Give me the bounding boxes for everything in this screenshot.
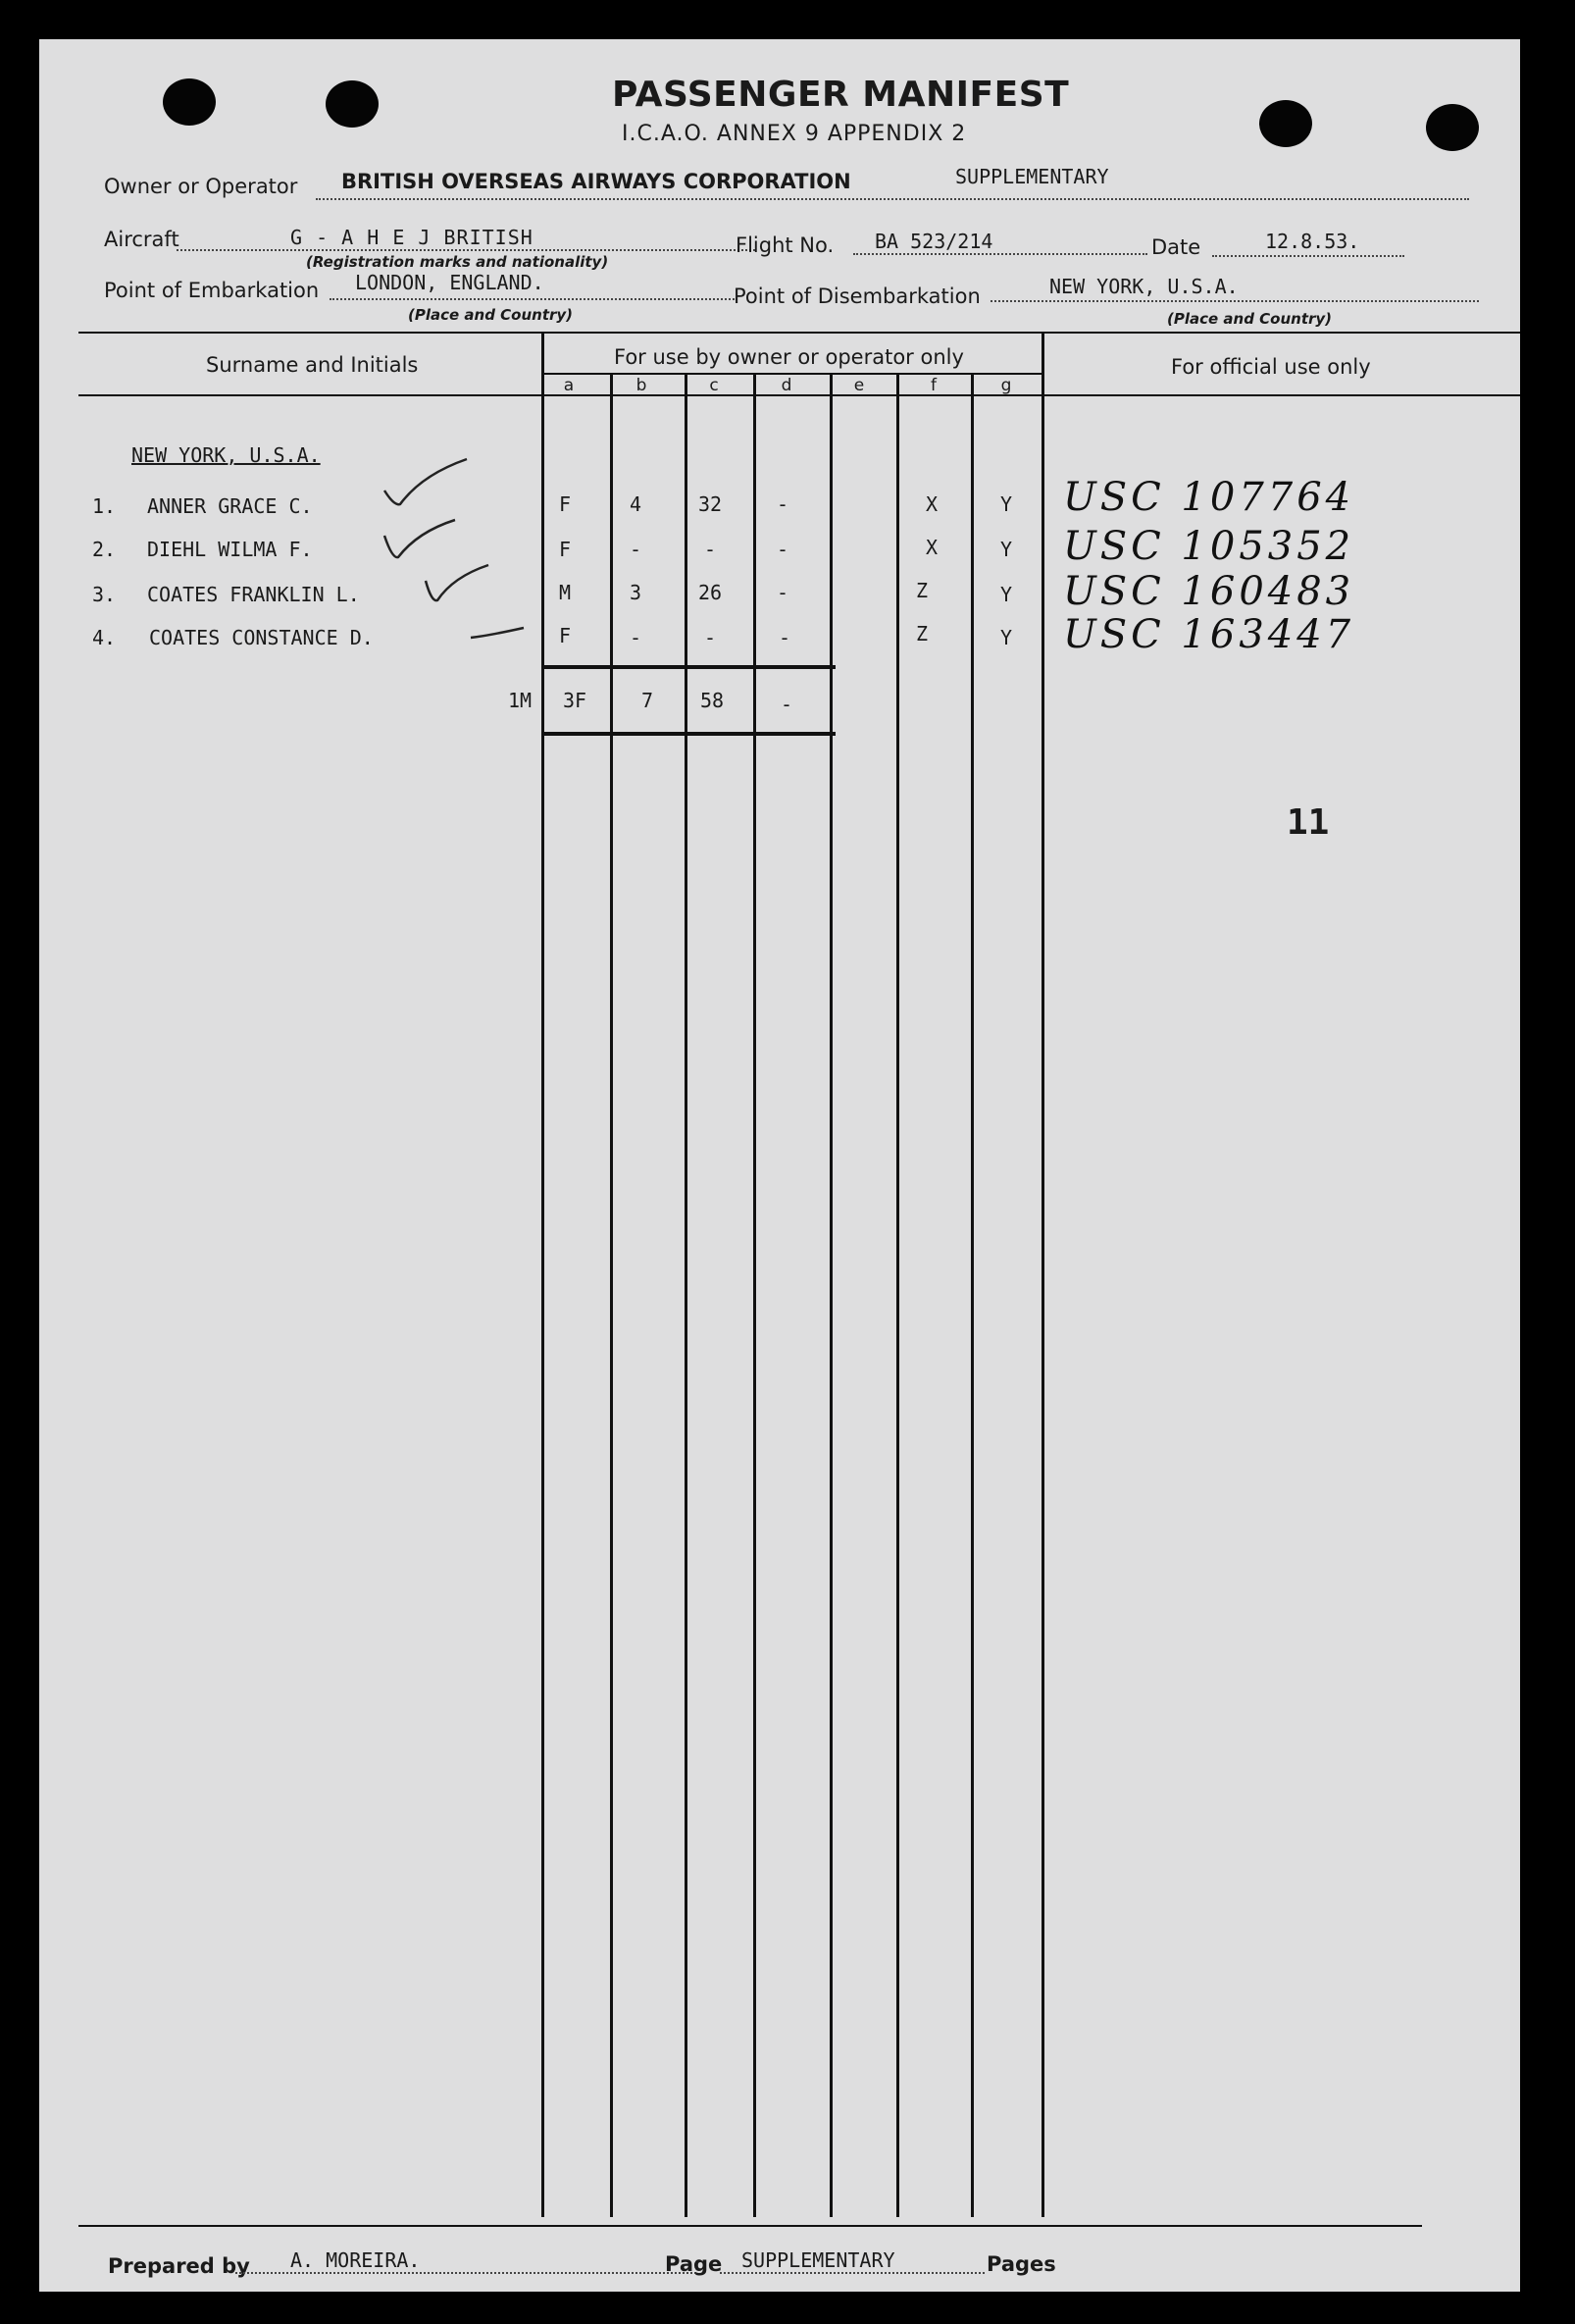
- col-line-ef: [896, 375, 899, 2217]
- prepared-by-label: Prepared by: [108, 2254, 250, 2278]
- row-2-col-d: -: [776, 538, 789, 561]
- row-3-col-f: Z: [915, 579, 929, 602]
- row-2-num: 2.: [92, 538, 117, 561]
- row-1-col-f: X: [925, 492, 939, 516]
- col-line-ab: [610, 375, 613, 2217]
- row-3-col-g: Y: [999, 583, 1013, 606]
- row-2-col-f: X: [925, 536, 939, 559]
- section-heading: NEW YORK, U.S.A.: [131, 443, 321, 467]
- row-2-col-a: F: [558, 538, 572, 561]
- aircraft-value: G - A H E J BRITISH: [290, 226, 533, 249]
- embarkation-label: Point of Embarkation: [104, 279, 320, 302]
- row-1-num: 1.: [92, 494, 117, 518]
- row-3-num: 3.: [92, 583, 117, 606]
- row-1-col-g: Y: [999, 492, 1013, 516]
- totals-top-rule: [541, 665, 836, 669]
- row-3-col-b: 3: [629, 581, 642, 604]
- row-4-num: 4.: [92, 626, 117, 649]
- row-4-col-c: -: [703, 626, 717, 649]
- col-header-a: a: [563, 376, 575, 395]
- col-header-g: g: [1000, 376, 1012, 395]
- row-3-col-c: 26: [697, 581, 723, 604]
- col-header-e: e: [853, 376, 865, 395]
- col-line-cd: [753, 375, 756, 2217]
- row-1-col-d: -: [776, 492, 789, 516]
- row-4-col-b: -: [629, 626, 642, 649]
- col-header-b: b: [635, 376, 647, 395]
- operator-dotted-line: [316, 198, 1469, 200]
- totals-bottom-rule: [541, 732, 836, 736]
- col-header-c: c: [709, 376, 719, 395]
- row-2-name: DIEHL WILMA F.: [147, 538, 313, 561]
- row-3-name: COATES FRANKLIN L.: [147, 583, 360, 606]
- row-1-name: ANNER GRACE C.: [147, 494, 313, 518]
- punch-hole-left-2: [326, 80, 379, 128]
- row-3-col-a: M: [558, 581, 572, 604]
- prepared-by-dotted-line: [235, 2272, 696, 2274]
- embarkation-note: (Place and Country): [408, 306, 574, 324]
- surname-header: Surname and Initials: [206, 353, 419, 377]
- date-dotted-line: [1212, 255, 1404, 257]
- col-line-de: [830, 375, 833, 2217]
- page-label: Page: [665, 2252, 723, 2276]
- row-4-col-a: F: [558, 624, 572, 647]
- punch-hole-left-1: [163, 78, 216, 126]
- manifest-subtitle: I.C.A.O. ANNEX 9 APPENDIX 2: [622, 122, 967, 146]
- supplementary-mark: SUPPLEMENTARY: [955, 165, 1109, 188]
- prepared-by-value: A. MOREIRA.: [290, 2248, 421, 2272]
- page-value: SUPPLEMENTARY: [741, 2248, 895, 2272]
- row-4-col-g: Y: [999, 626, 1013, 649]
- aircraft-label: Aircraft: [104, 228, 179, 251]
- manifest-sheet: [39, 39, 1520, 2292]
- row-3-col-d: -: [776, 581, 789, 604]
- row-4-col-f: Z: [915, 622, 929, 646]
- date-value: 12.8.53.: [1265, 230, 1360, 253]
- row-2-col-g: Y: [999, 538, 1013, 561]
- table-top-rule: [78, 332, 1520, 334]
- row-1-official-note: USC 107764: [1063, 475, 1355, 520]
- row-3-check-mark: [424, 563, 492, 608]
- page-stamp-number: 11: [1287, 802, 1330, 843]
- row-4-official-note: USC 163447: [1063, 612, 1355, 657]
- disembarkation-label: Point of Disembarkation: [734, 284, 981, 308]
- totals-col-c: 58: [699, 689, 725, 712]
- punch-hole-right-1: [1259, 100, 1312, 147]
- row-1-col-c: 32: [697, 492, 723, 516]
- disembarkation-note: (Place and Country): [1167, 310, 1333, 328]
- punch-hole-right-2: [1426, 104, 1479, 151]
- owner-use-header: For use by owner or operator only: [614, 345, 964, 369]
- col-line-fg: [971, 375, 974, 2217]
- flight-value: BA 523/214: [875, 230, 993, 253]
- flight-dotted-line: [853, 253, 1147, 255]
- row-4-name: COATES CONSTANCE D.: [149, 626, 374, 649]
- operator-label: Owner or Operator: [104, 175, 298, 198]
- col-header-d: d: [781, 376, 792, 395]
- disembarkation-value: NEW YORK, U.S.A.: [1049, 275, 1239, 298]
- row-4-col-d: -: [778, 626, 791, 649]
- row-1-col-b: 4: [629, 492, 642, 516]
- row-1-col-a: F: [558, 492, 572, 516]
- row-2-col-c: -: [703, 538, 717, 561]
- totals-col-b: 7: [640, 689, 654, 712]
- col-header-f: f: [931, 376, 937, 395]
- official-use-header: For official use only: [1171, 355, 1371, 379]
- disembarkation-dotted-line: [991, 300, 1479, 302]
- embarkation-dotted-line: [330, 298, 737, 300]
- row-4-check-mark: [469, 622, 528, 646]
- totals-prefix: 1M: [508, 689, 533, 712]
- col-line-bc: [685, 375, 687, 2217]
- pages-label: Pages: [987, 2252, 1056, 2276]
- row-3-official-note: USC 160483: [1063, 569, 1355, 614]
- aircraft-dotted-line: [177, 249, 755, 251]
- aircraft-note: (Registration marks and nationality): [306, 253, 609, 271]
- col-line-end: [1042, 334, 1044, 2217]
- operator-value: BRITISH OVERSEAS AIRWAYS CORPORATION: [341, 170, 851, 193]
- embarkation-value: LONDON, ENGLAND.: [355, 271, 544, 294]
- row-2-check-mark: [382, 518, 461, 567]
- page-dotted-line: [720, 2272, 985, 2274]
- col-line-start: [541, 334, 544, 2217]
- flight-label: Flight No.: [736, 233, 835, 257]
- row-1-check-mark: [382, 455, 471, 514]
- row-2-official-note: USC 105352: [1063, 524, 1355, 569]
- owner-subheader-rule: [543, 373, 1042, 375]
- manifest-title: PASSENGER MANIFEST: [612, 75, 1070, 115]
- totals-col-d: -: [780, 693, 793, 716]
- footer-rule: [78, 2225, 1422, 2227]
- date-label: Date: [1151, 235, 1201, 259]
- row-2-col-b: -: [629, 538, 642, 561]
- totals-col-a: 3F: [562, 689, 587, 712]
